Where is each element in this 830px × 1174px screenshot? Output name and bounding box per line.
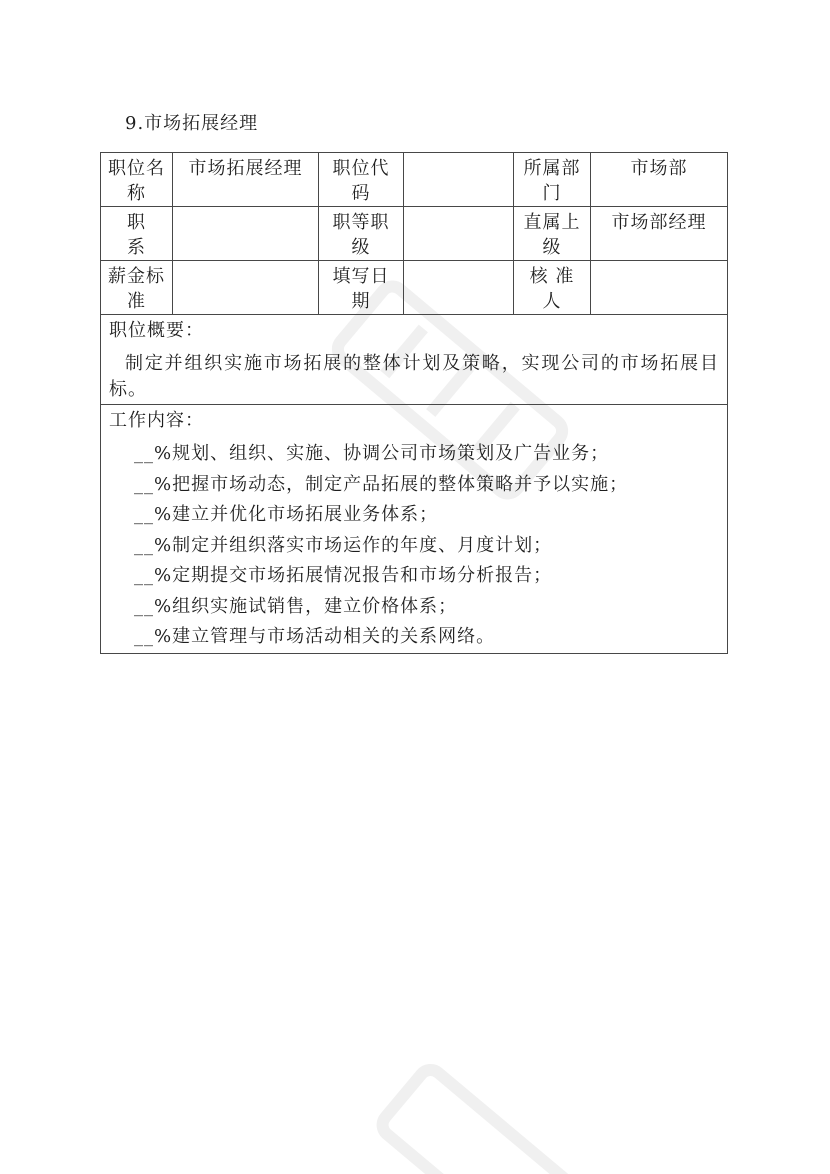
duties-cell xyxy=(101,405,728,654)
approver-label: 核 准 人 xyxy=(514,261,591,315)
duty-item: __%制定并组织落实市场运作的年度、月度计划； xyxy=(134,534,553,556)
department-label: 所属部门 xyxy=(514,153,591,207)
table-row xyxy=(101,153,728,207)
position-code-value xyxy=(404,153,514,207)
position-summary-cell xyxy=(101,315,728,405)
duties-heading: 工作内容： xyxy=(109,410,204,431)
fill-date-value xyxy=(404,261,514,315)
supervisor-value: 市场部经理 xyxy=(591,207,728,261)
table-row xyxy=(101,261,728,315)
job-description-table xyxy=(100,152,728,654)
job-family-value xyxy=(173,207,319,261)
job-family-label-cell xyxy=(101,207,173,261)
duty-item: __%把握市场动态，制定产品拓展的整体策略并予以实施； xyxy=(134,473,629,495)
grade-label: 职等职级 xyxy=(319,207,404,261)
section-title: 9.市场拓展经理 xyxy=(125,113,259,134)
duty-item: __%建立并优化市场拓展业务体系； xyxy=(134,504,439,525)
position-summary-text: 制定并组织实施市场拓展的整体计划及策略，实现公司的市场拓展目标。 xyxy=(109,353,719,400)
duty-item: __%规划、组织、实施、协调公司市场策划及广告业务； xyxy=(134,443,610,464)
table-row xyxy=(101,405,728,654)
supervisor-label: 直属上级 xyxy=(514,207,591,261)
approver-value xyxy=(591,261,728,315)
grade-value xyxy=(404,207,514,261)
watermark xyxy=(370,1050,590,1174)
position-name-value: 市场拓展经理 xyxy=(173,153,319,207)
department-value: 市场部 xyxy=(591,153,728,207)
position-code-label: 职位代码 xyxy=(319,153,404,207)
duties-list xyxy=(109,439,719,653)
duty-item: __%建立管理与市场活动相关的关系网络。 xyxy=(134,626,496,647)
salary-label: 薪金标准 xyxy=(101,261,173,315)
salary-value xyxy=(173,261,319,315)
job-family-label: 职 系 xyxy=(127,212,146,258)
table-row xyxy=(101,315,728,405)
duty-item: __%定期提交市场拓展情况报告和市场分析报告； xyxy=(134,565,553,586)
position-summary-heading: 职位概要： xyxy=(109,320,204,341)
fill-date-label: 填写日期 xyxy=(319,261,404,315)
position-name-label: 职位名称 xyxy=(101,153,173,207)
table-row xyxy=(101,207,728,261)
duty-item: __%组织实施试销售，建立价格体系； xyxy=(134,595,458,617)
